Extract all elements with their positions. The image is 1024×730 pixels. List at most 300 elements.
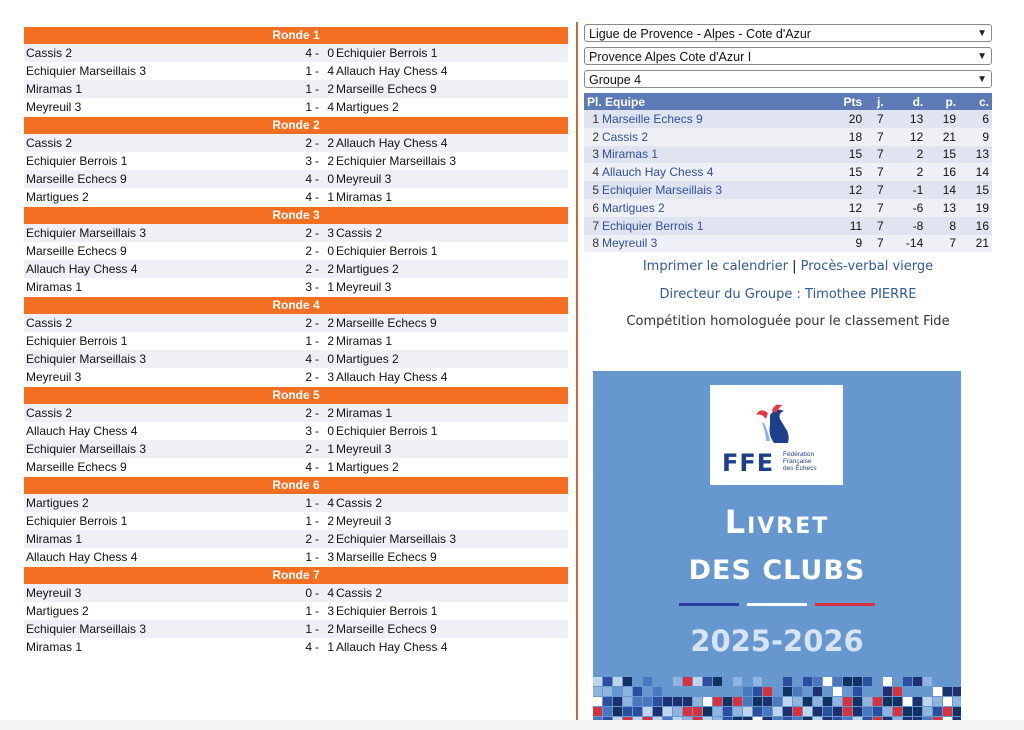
- team-link[interactable]: Echiquier Marseillais 3: [602, 183, 723, 198]
- livret-des-clubs-banner[interactable]: [593, 371, 961, 730]
- home-score: 2: [305, 316, 312, 330]
- mosaic-tile: [853, 707, 862, 716]
- home-score: 4: [305, 46, 312, 60]
- team-link[interactable]: Meyreuil 3: [602, 236, 658, 251]
- rounds-schedule: [24, 26, 568, 656]
- away-team: Marseille Echecs 9: [336, 550, 437, 564]
- standings-header: [584, 93, 992, 110]
- header-d: d.: [887, 93, 927, 110]
- home-team: Miramas 1: [26, 640, 83, 654]
- header-c: c.: [959, 93, 992, 110]
- home-score: 2: [305, 244, 312, 258]
- score-separator: -: [315, 442, 319, 456]
- match-row: [24, 134, 568, 152]
- team-link[interactable]: Marseille Echecs 9: [602, 111, 703, 126]
- mosaic-tile: [933, 687, 942, 696]
- home-score: 2: [305, 226, 312, 240]
- away-team: Echiquier Berrois 1: [336, 244, 438, 258]
- chevron-down-icon: ▼: [977, 51, 987, 62]
- home-team: Martigues 2: [26, 496, 89, 510]
- home-score: 1: [305, 82, 312, 96]
- home-team: Allauch Hay Chess 4: [26, 550, 138, 564]
- mosaic-tile: [773, 697, 782, 706]
- away-team: Cassis 2: [336, 226, 383, 240]
- home-team: Meyreuil 3: [26, 100, 82, 114]
- away-score: 2: [327, 622, 334, 636]
- home-score: 1: [305, 604, 312, 618]
- score-separator: -: [315, 136, 319, 150]
- home-team: Echiquier Marseillais 3: [26, 64, 147, 78]
- standings-row: [584, 128, 992, 146]
- mosaic-tile: [693, 707, 702, 716]
- match-row: [24, 350, 568, 368]
- away-score: 2: [327, 82, 334, 96]
- away-score: 4: [327, 586, 334, 600]
- home-score: 2: [305, 136, 312, 150]
- points: 20: [823, 110, 865, 128]
- mosaic-tile: [733, 707, 742, 716]
- mosaic-tile: [683, 677, 692, 686]
- mosaic-tile: [653, 687, 662, 696]
- score-separator: -: [315, 352, 319, 366]
- score-separator: -: [315, 262, 319, 276]
- points-against: 15: [959, 181, 992, 199]
- mosaic-tile: [653, 707, 662, 716]
- mosaic-tile: [713, 677, 722, 686]
- mosaic-tile: [763, 707, 772, 716]
- match-row: [24, 422, 568, 440]
- mosaic-tile: [843, 697, 852, 706]
- mosaic-tile: [663, 707, 672, 716]
- home-score: 0: [305, 586, 312, 600]
- points-against: 9: [959, 128, 992, 146]
- away-score: 2: [327, 334, 334, 348]
- away-score: 1: [327, 280, 334, 294]
- flag-stripe-red: [815, 603, 875, 606]
- away-team: Martigues 2: [336, 460, 399, 474]
- away-team: Meyreuil 3: [336, 442, 392, 456]
- points: 15: [823, 146, 865, 164]
- points: 12: [823, 199, 865, 217]
- away-team: Echiquier Berrois 1: [336, 604, 438, 618]
- away-team: Miramas 1: [336, 406, 393, 420]
- points: 11: [823, 217, 865, 235]
- away-score: 2: [327, 316, 334, 330]
- mosaic-tile: [713, 707, 722, 716]
- away-score: 2: [327, 514, 334, 528]
- mosaic-tile: [823, 697, 832, 706]
- mosaic-tile: [803, 697, 812, 706]
- mosaic-tile: [863, 707, 872, 716]
- standings-row: [584, 163, 992, 181]
- match-row: [24, 548, 568, 566]
- home-team: Meyreuil 3: [26, 586, 82, 600]
- mosaic-tile: [793, 687, 802, 696]
- mosaic-tile: [643, 707, 652, 716]
- print-links: [584, 259, 992, 275]
- away-score: 1: [327, 640, 334, 654]
- mosaic-tile: [623, 677, 632, 686]
- standings-row: [584, 235, 992, 253]
- away-score: 4: [327, 100, 334, 114]
- mosaic-tile: [633, 697, 642, 706]
- ffe-logo-subtitle: Fédération Française des Échecs: [783, 451, 817, 472]
- match-row: [24, 98, 568, 116]
- away-team: Meyreuil 3: [336, 280, 392, 294]
- header-pts: Pts: [823, 93, 865, 110]
- mosaic-tile: [733, 677, 742, 686]
- score-separator: -: [315, 154, 319, 168]
- mosaic-tile: [743, 707, 752, 716]
- team-link[interactable]: Miramas 1: [602, 147, 659, 162]
- home-score: 1: [305, 514, 312, 528]
- team-link[interactable]: Allauch Hay Chess 4: [602, 165, 714, 180]
- away-score: 2: [327, 532, 334, 546]
- mosaic-tile: [883, 687, 892, 696]
- away-score: 1: [327, 460, 334, 474]
- match-row: [24, 458, 568, 476]
- score-separator: -: [315, 622, 319, 636]
- standings-row: [584, 110, 992, 128]
- ffe-logo-text: FFE: [722, 449, 775, 477]
- points-against: 6: [959, 110, 992, 128]
- home-score: 3: [305, 154, 312, 168]
- standings-row: [584, 217, 992, 235]
- away-team: Martigues 2: [336, 352, 399, 366]
- home-team: Martigues 2: [26, 604, 89, 618]
- away-score: 0: [327, 172, 334, 186]
- away-team: Allauch Hay Chess 4: [336, 64, 448, 78]
- away-team: Allauch Hay Chess 4: [336, 370, 448, 384]
- mosaic-tile: [593, 677, 602, 686]
- score-separator: -: [315, 496, 319, 510]
- home-team: Allauch Hay Chess 4: [26, 262, 138, 276]
- mosaic-tile: [843, 707, 852, 716]
- mosaic-tile: [723, 707, 732, 716]
- score-separator: -: [315, 550, 319, 564]
- mosaic-tile: [933, 697, 942, 706]
- mosaic-tile: [813, 677, 822, 686]
- away-team: Miramas 1: [336, 334, 393, 348]
- mosaic-tile: [893, 687, 902, 696]
- mosaic-tile: [853, 697, 862, 706]
- mosaic-tile: [673, 707, 682, 716]
- header-j: j.: [865, 93, 887, 110]
- ligue-select[interactable]: Ligue de Provence - Alpes - Cote d'Azur ▼: [584, 24, 992, 42]
- match-row: [24, 404, 568, 422]
- team-link[interactable]: Echiquier Berrois 1: [602, 218, 704, 233]
- match-row: [24, 278, 568, 296]
- points-for: 13: [926, 199, 959, 217]
- home-score: 1: [305, 100, 312, 114]
- standings-row: [584, 146, 992, 164]
- place: 1: [592, 111, 599, 126]
- points-against: 14: [959, 163, 992, 181]
- mosaic-tile: [883, 707, 892, 716]
- away-team: Meyreuil 3: [336, 172, 392, 186]
- mosaic-tile: [873, 697, 882, 706]
- standings-table: [584, 93, 992, 252]
- mosaic-tile: [693, 677, 702, 686]
- mosaic-tile: [633, 707, 642, 716]
- match-row: [24, 368, 568, 386]
- mosaic-tile: [793, 697, 802, 706]
- mosaic-tile: [913, 677, 922, 686]
- difference: -6: [887, 199, 927, 217]
- home-team: Allauch Hay Chess 4: [26, 424, 138, 438]
- team-link[interactable]: Martigues 2: [602, 200, 665, 215]
- mosaic-tile: [803, 677, 812, 686]
- away-team: Echiquier Marseillais 3: [336, 154, 457, 168]
- away-team: Echiquier Marseillais 3: [336, 532, 457, 546]
- played: 7: [865, 128, 887, 146]
- away-score: 3: [327, 226, 334, 240]
- score-separator: -: [315, 82, 319, 96]
- difference: 13: [887, 110, 927, 128]
- difference: -8: [887, 217, 927, 235]
- away-team: Allauch Hay Chess 4: [336, 136, 448, 150]
- home-team: Cassis 2: [26, 316, 73, 330]
- mosaic-tile: [763, 697, 772, 706]
- mosaic-tile: [823, 677, 832, 686]
- mosaic-tile: [953, 687, 961, 696]
- home-score: 1: [305, 334, 312, 348]
- round-header: Ronde 4: [24, 297, 568, 314]
- mosaic-tile: [773, 707, 782, 716]
- flag-stripe-white: [747, 603, 807, 606]
- score-separator: -: [315, 424, 319, 438]
- group-director-link[interactable]: Directeur du Groupe : Timothee PIERRE: [659, 287, 917, 303]
- score-separator: -: [315, 100, 319, 114]
- played: 7: [865, 181, 887, 199]
- points-against: 13: [959, 146, 992, 164]
- place: 5: [592, 183, 599, 198]
- mosaic-tile: [943, 697, 952, 706]
- mosaic-tile: [813, 707, 822, 716]
- mosaic-tile: [953, 707, 961, 716]
- away-score: 4: [327, 64, 334, 78]
- round-header: Ronde 3: [24, 207, 568, 224]
- away-score: 0: [327, 46, 334, 60]
- home-team: Echiquier Berrois 1: [26, 334, 128, 348]
- home-team: Marseille Echecs 9: [26, 460, 127, 474]
- score-separator: -: [315, 604, 319, 618]
- mosaic-tile: [753, 677, 762, 686]
- mosaic-tile: [883, 677, 892, 686]
- home-score: 3: [305, 424, 312, 438]
- points-for: 8: [926, 217, 959, 235]
- home-team: Cassis 2: [26, 136, 73, 150]
- score-separator: -: [315, 244, 319, 258]
- points: 18: [823, 128, 865, 146]
- difference: 2: [887, 146, 927, 164]
- score-separator: -: [315, 586, 319, 600]
- mosaic-tile: [603, 687, 612, 696]
- mosaic-tile: [923, 677, 932, 686]
- points-against: 19: [959, 199, 992, 217]
- score-separator: -: [315, 334, 319, 348]
- points-for: 14: [926, 181, 959, 199]
- away-team: Echiquier Berrois 1: [336, 424, 438, 438]
- place: 8: [592, 236, 599, 251]
- score-separator: -: [315, 226, 319, 240]
- away-score: 2: [327, 406, 334, 420]
- away-score: 3: [327, 550, 334, 564]
- home-team: Echiquier Marseillais 3: [26, 352, 147, 366]
- mosaic-tile: [923, 697, 932, 706]
- header-pl: Pl.: [587, 94, 602, 109]
- mosaic-tile: [753, 687, 762, 696]
- mosaic-tile: [693, 697, 702, 706]
- mosaic-tile: [923, 707, 932, 716]
- mosaic-tile: [823, 707, 832, 716]
- mosaic-tile: [593, 707, 602, 716]
- mosaic-tile: [893, 697, 902, 706]
- away-score: 2: [327, 262, 334, 276]
- away-score: 2: [327, 154, 334, 168]
- home-team: Echiquier Marseillais 3: [26, 442, 147, 456]
- match-row: [24, 224, 568, 242]
- match-row: [24, 260, 568, 278]
- round-header: Ronde 5: [24, 387, 568, 404]
- away-team: Cassis 2: [336, 496, 383, 510]
- away-score: 2: [327, 136, 334, 150]
- match-row: [24, 440, 568, 458]
- fide-homologation-text: Compétition homologuée pour le classement Fide: [626, 314, 950, 330]
- mosaic-tile: [803, 707, 812, 716]
- score-separator: -: [315, 532, 319, 546]
- home-score: 4: [305, 172, 312, 186]
- place: 2: [592, 129, 599, 144]
- match-row: [24, 314, 568, 332]
- home-team: Echiquier Berrois 1: [26, 514, 128, 528]
- round-header: Ronde 1: [24, 27, 568, 44]
- mosaic-tile: [623, 687, 632, 696]
- points: 15: [823, 163, 865, 181]
- blank-report-link[interactable]: Procès-verbal vierge: [800, 259, 934, 275]
- away-team: Martigues 2: [336, 100, 399, 114]
- score-separator: -: [315, 370, 319, 384]
- mosaic-tile: [643, 677, 652, 686]
- round-header: Ronde 7: [24, 567, 568, 584]
- score-separator: -: [315, 640, 319, 654]
- points-against: 21: [959, 235, 992, 253]
- column-divider: [576, 22, 578, 730]
- mosaic-tile: [893, 707, 902, 716]
- match-row: [24, 602, 568, 620]
- link-separator: |: [792, 259, 797, 275]
- home-team: Echiquier Marseillais 3: [26, 622, 147, 636]
- mosaic-tile: [753, 707, 762, 716]
- home-score: 2: [305, 406, 312, 420]
- mosaic-tile: [623, 697, 632, 706]
- match-row: [24, 512, 568, 530]
- score-separator: -: [315, 406, 319, 420]
- home-team: Echiquier Marseillais 3: [26, 226, 147, 240]
- team-link[interactable]: Cassis 2: [602, 129, 649, 144]
- points-for: 15: [926, 146, 959, 164]
- match-row: [24, 170, 568, 188]
- score-separator: -: [315, 514, 319, 528]
- groupe-select[interactable]: Groupe 4 ▼: [584, 70, 992, 88]
- match-row: [24, 188, 568, 206]
- match-row: [24, 242, 568, 260]
- points-for: 19: [926, 110, 959, 128]
- mosaic-tile: [763, 687, 772, 696]
- mosaic-tile: [743, 697, 752, 706]
- ffe-logo: [710, 385, 843, 485]
- mosaic-tile: [943, 707, 952, 716]
- mosaic-tile: [843, 677, 852, 686]
- mosaic-tile: [783, 687, 792, 696]
- mosaic-tile: [883, 697, 892, 706]
- mosaic-tile: [713, 697, 722, 706]
- header-equipe: Equipe: [605, 94, 646, 109]
- away-team: Meyreuil 3: [336, 514, 392, 528]
- home-team: Echiquier Berrois 1: [26, 154, 128, 168]
- mosaic-tile: [913, 697, 922, 706]
- round-header: Ronde 2: [24, 117, 568, 134]
- group-panel: [584, 24, 992, 329]
- match-row: [24, 530, 568, 548]
- home-team: Miramas 1: [26, 280, 83, 294]
- match-row: [24, 494, 568, 512]
- home-team: Cassis 2: [26, 46, 73, 60]
- points-for: 21: [926, 128, 959, 146]
- home-score: 1: [305, 496, 312, 510]
- played: 7: [865, 235, 887, 253]
- away-score: 4: [327, 496, 334, 510]
- standings-row: [584, 181, 992, 199]
- mosaic-tile: [703, 697, 712, 706]
- mosaic-tile: [903, 677, 912, 686]
- away-score: 0: [327, 424, 334, 438]
- away-team: Marseille Echecs 9: [336, 316, 437, 330]
- mosaic-tile: [633, 687, 642, 696]
- mosaic-tile: [743, 687, 752, 696]
- mosaic-tile: [833, 687, 842, 696]
- home-score: 4: [305, 352, 312, 366]
- mosaic-tile: [623, 707, 632, 716]
- standings-row: [584, 199, 992, 217]
- mosaic-tile: [703, 677, 712, 686]
- mosaic-tile: [863, 697, 872, 706]
- home-team: Meyreuil 3: [26, 370, 82, 384]
- division-select[interactable]: Provence Alpes Cote d'Azur I ▼: [584, 47, 992, 65]
- home-team: Miramas 1: [26, 82, 83, 96]
- away-score: 0: [327, 244, 334, 258]
- mosaic-tile: [943, 687, 952, 696]
- away-score: 3: [327, 604, 334, 618]
- place: 7: [592, 218, 599, 233]
- home-score: 4: [305, 640, 312, 654]
- points: 9: [823, 235, 865, 253]
- round-header: Ronde 6: [24, 477, 568, 494]
- place: 4: [592, 165, 599, 180]
- away-team: Miramas 1: [336, 190, 393, 204]
- home-score: 1: [305, 622, 312, 636]
- home-team: Miramas 1: [26, 532, 83, 546]
- home-score: 1: [305, 64, 312, 78]
- away-team: Marseille Echecs 9: [336, 622, 437, 636]
- home-score: 4: [305, 460, 312, 474]
- played: 7: [865, 110, 887, 128]
- mosaic-tile: [593, 687, 602, 696]
- mosaic-tile: [953, 697, 961, 706]
- match-row: [24, 44, 568, 62]
- mosaic-tile: [903, 697, 912, 706]
- print-calendar-link[interactable]: Imprimer le calendrier: [642, 259, 788, 275]
